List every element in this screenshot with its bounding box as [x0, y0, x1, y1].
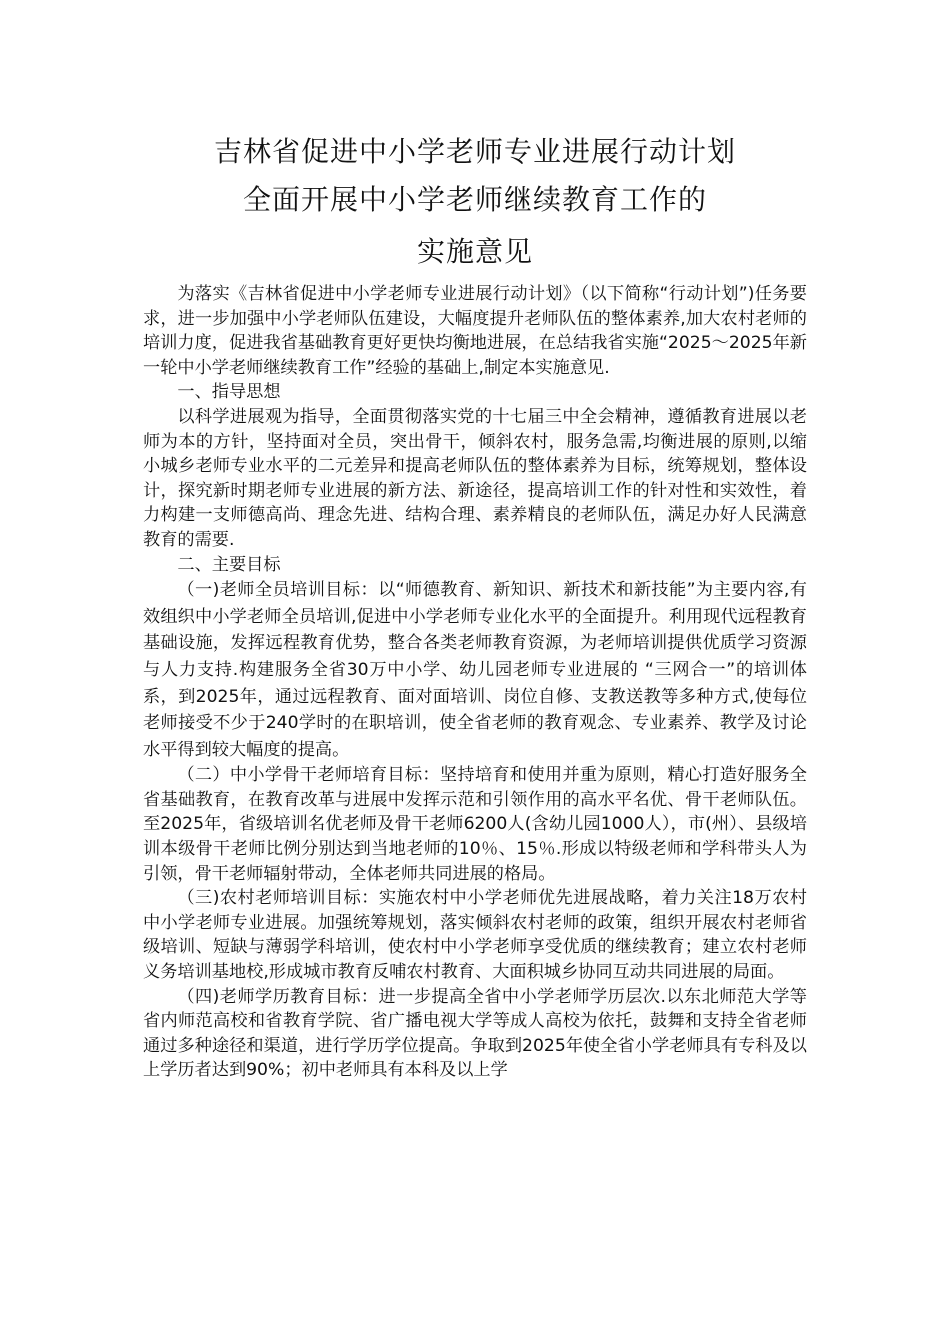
intro-paragraph: 为落实《吉林省促进中小学老师专业进展行动计划》（以下简称“行动计划”)任务要求，进一步加强中小学老师队伍建设，大幅度提升老师队伍的整体素养,加大农村老师的培训力度，促进我省基础教育更好更快均衡地进展，在总结我省实施“2025～2025年新一轮中小学老师继续教育工作”经验的基础上,制定本实施意见.	[143, 284, 807, 378]
goal-rural-teacher-paragraph: （三)农村老师培训目标：实施农村中小学老师优先进展战略，着力关注18万农村中小学老师专业进展。加强统筹规划，落实倾斜农村老师的政策，组织开展农村老师省级培训、短缺与薄弱学科培训，使农村中小学老师享受优质的继续教育；建立农村老师义务培训基地校,形成城市教育反哺农村教育、大面积城乡协同互动共同进展的局面。	[143, 888, 807, 983]
document-title-line-3: 实施意见	[416, 235, 533, 268]
goal-academic-education-paragraph: （四)老师学历教育目标：进一步提高全省中小学老师学历层次.以东北师范大学等省内师范高校和省教育学院、省广播电视大学等成人高校为依托，鼓舞和支持全省老师通过多种途径和渠道，进行学历学位提高。争取到2025年使全省小学老师具有专科及以上学历者达到90%；初中老师具有本科及以上学	[143, 986, 807, 1081]
guiding-ideology-paragraph: 以科学进展观为指导，全面贯彻落实党的十七届三中全会精神，遵循教育进展以老师为本的方针，坚持面对全员，突出骨干，倾斜农村，服务急需,均衡进展的原则,以缩小城乡老师专业水平的二元差异和提高老师队伍的整体素养为目标，统筹规划，整体设计，探究新时期老师专业进展的新方法、新途径，提高培训工作的针对性和实效性，着力构建一支师德高尚、理念先进、结构合理、素养精良的老师队伍，满足办好人民满意教育的需要.	[143, 406, 807, 550]
goal-backbone-teacher-paragraph: （二）中小学骨干老师培育目标：坚持培育和使用并重为原则，精心打造好服务全省基础教育，在教育改革与进展中发挥示范和引领作用的高水平名优、骨干老师队伍。至2025年，省级培训名优老师及骨干老师6200人(含幼儿园1000人），市(州）、县级培训本级骨干老师比例分别达到当地老师的10％、15％.形成以特级老师和学科带头人为引领，骨干老师辐射带动，全体老师共同进展的格局。	[143, 765, 807, 884]
document-page	[143, 128, 807, 1083]
document-title-line-1: 吉林省促进中小学老师专业进展行动计划	[213, 135, 736, 168]
document-body	[143, 282, 807, 1083]
section-heading-guiding-ideology: 一、指导思想	[177, 382, 281, 403]
document-title-line-2: 全面开展中小学老师继续教育工作的	[242, 183, 707, 216]
section-heading-main-goals: 二、主要目标	[177, 554, 281, 575]
goal-teacher-training-paragraph: （一)老师全员培训目标：以“师德教育、新知识、新技术和新技能”为主要内容,有效组织中小学老师全员培训,促进中小学老师专业化水平的全面提升。利用现代远程教育基础设施，发挥远程教育优势，整合各类老师教育资源，为老师培训提供优质学习资源与人力支持.构建服务全省30万中小学、幼儿园老师专业进展的 “三网合一”的培训体系，到2025年，通过远程教育、面对面培训、岗位自修、支教送教等多种方式,使每位老师接受不少于240学时的在职培训，使全省老师的教育观念、专业素养、教学及讨论水平得到较大幅度的提高。	[143, 580, 807, 760]
